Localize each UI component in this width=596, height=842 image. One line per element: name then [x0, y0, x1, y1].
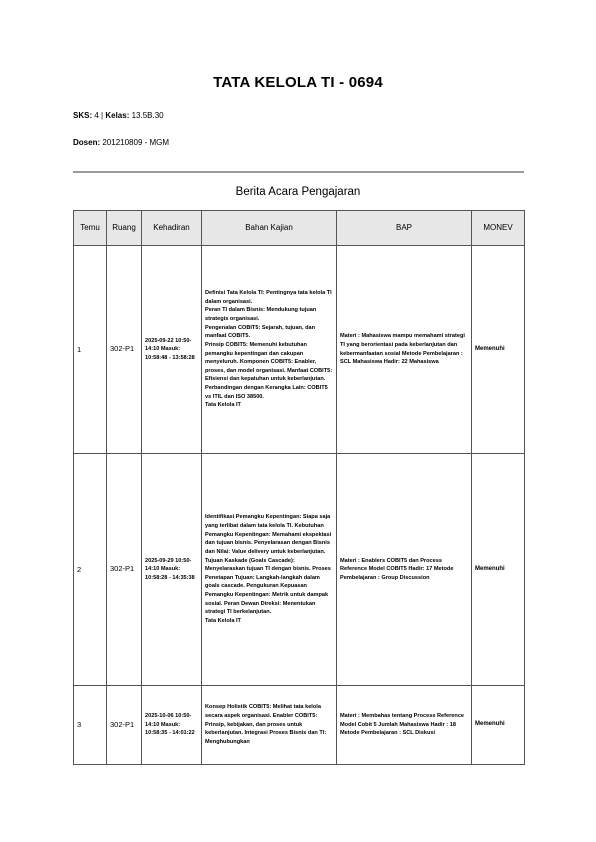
- header-bap: BAP: [337, 211, 472, 246]
- cell-bap: Materi : Enablers COBIT5 dan Process Reference Model COBIT5 Hadir: 17 Metode Pembelajaran : Group Discussion: [337, 454, 472, 686]
- cell-ruang: 302-P1: [107, 686, 142, 765]
- cell-bahan-kajian: [202, 686, 337, 765]
- dosen-value: 201210809 - MGM: [102, 138, 170, 147]
- cell-bap: Materi : Mahasiswa mampu memahami strategi TI yang berorientasi pada keberlanjutan dan kebermanfaatan sosial Metode Pembelajaran : SCL Mahasiswa Hadir: 22 Mahasiswa: [337, 246, 472, 454]
- bahan-kajian-text: Identifikasi Pemangku Kepentingan: Siapa saja yang terlibat dalam tata kelola TI. Kebutuhan Pemangku Kepentingan: Memahami ekspektasi dan tujuan bisnis. Penyelarasan dengan Bisnis dan Nilai: Value delivery untuk keberlanjutan. Tujuan Kaskade (Goals Cascade): Menyelaraskan tujuan TI dengan bisnis. Proses Penetapan Tujuan: Langkah-langkah dalam goals cascade. Pengukuran Kepuasan Pemangku Kepentingan: Metrik untuk dampak sosial. Peran Dewan Direksi: Menentukan strategi TI berkelanjutan. Tata Kelola IT: [205, 514, 332, 625]
- header-kehadiran: Kehadiran: [142, 211, 202, 246]
- cell-kehadiran: 2025-09-29 10:50-14:10 Masuk: 10:58:28 - 14:35:38: [142, 454, 202, 686]
- cell-temu: 1: [74, 246, 107, 454]
- teaching-report-table: [73, 210, 525, 765]
- kelas-value: 13.5B.30: [131, 111, 164, 120]
- lecturer-meta: [73, 138, 169, 147]
- table-row: [74, 246, 525, 454]
- header-monev: MONEV: [472, 211, 525, 246]
- table-row: [74, 454, 525, 686]
- cell-temu: 3: [74, 686, 107, 765]
- header-ruang: Ruang: [107, 211, 142, 246]
- bahan-kajian-text: Definisi Tata Kelola TI: Pentingnya tata kelola TI dalam organisasi. Peran TI dalam Bisnis: Mendukung tujuan strategis organisasi. Pengenalan COBIT5: Sejarah, tujuan, dan manfaat COBIT5. Prinsip COBIT5: Memenuhi kebutuhan pemangku kepentingan dan cakupan menyeluruh. Komponen COBIT5: Enabler, proses, dan model organisasi. Manfaat COBIT5: Efisiensi dan kepatuhan untuk keberlanjutan. Perbandingan dengan Kerangka Lain: COBIT5 vs ITIL dan ISO 38500. Tata Kelola IT: [205, 289, 333, 409]
- table-row: [74, 686, 525, 765]
- table-header-row: [74, 211, 525, 246]
- cell-monev: Memenuhi: [472, 454, 525, 686]
- cell-bahan-kajian: [202, 454, 337, 686]
- cell-temu: 2: [74, 454, 107, 686]
- course-meta: SKS: 4 | Kelas: 13.5B.30: [73, 111, 164, 120]
- cell-monev: Memenuhi: [472, 246, 525, 454]
- sks-label: SKS:: [73, 111, 93, 120]
- divider: [73, 171, 524, 173]
- cell-bahan-kajian: [202, 246, 337, 454]
- section-title: Berita Acara Pengajaran: [235, 186, 361, 198]
- cell-ruang: 302-P1: [107, 454, 142, 686]
- kelas-label: Kelas:: [105, 111, 130, 120]
- cell-kehadiran: 2025-09-22 10:50-14:10 Masuk: 10:58:48 - 13:58:28: [142, 246, 202, 454]
- cell-bap: Materi : Membahas tentang Process Reference Model Cobit 5 Jumlah Mahasiswa Hadir : 18 Metode Pembelajaran : SCL Diskusi: [337, 686, 472, 765]
- bahan-kajian-text: Konsep Holistik COBIT5: Melihat tata kelola secara aspek organisasi. Enabler COBIT5: Prinsip, kebijakan, dan proses untuk keberlanjutan. Integrasi Proses Bisnis dan TI: Menghubungkan: [205, 704, 327, 745]
- sks-value: 4: [94, 111, 99, 120]
- header-temu: Temu: [74, 211, 107, 246]
- dosen-label: Dosen:: [73, 138, 101, 147]
- cell-monev: Memenuhi: [472, 686, 525, 765]
- cell-ruang: 302-P1: [107, 246, 142, 454]
- header-bahan-kajian: Bahan Kajian: [202, 211, 337, 246]
- cell-kehadiran: 2025-10-06 10:50-14:10 Masuk: 10:58:35 - 14:01:22: [142, 686, 202, 765]
- document-title: TATA KELOLA TI - 0694: [213, 74, 383, 91]
